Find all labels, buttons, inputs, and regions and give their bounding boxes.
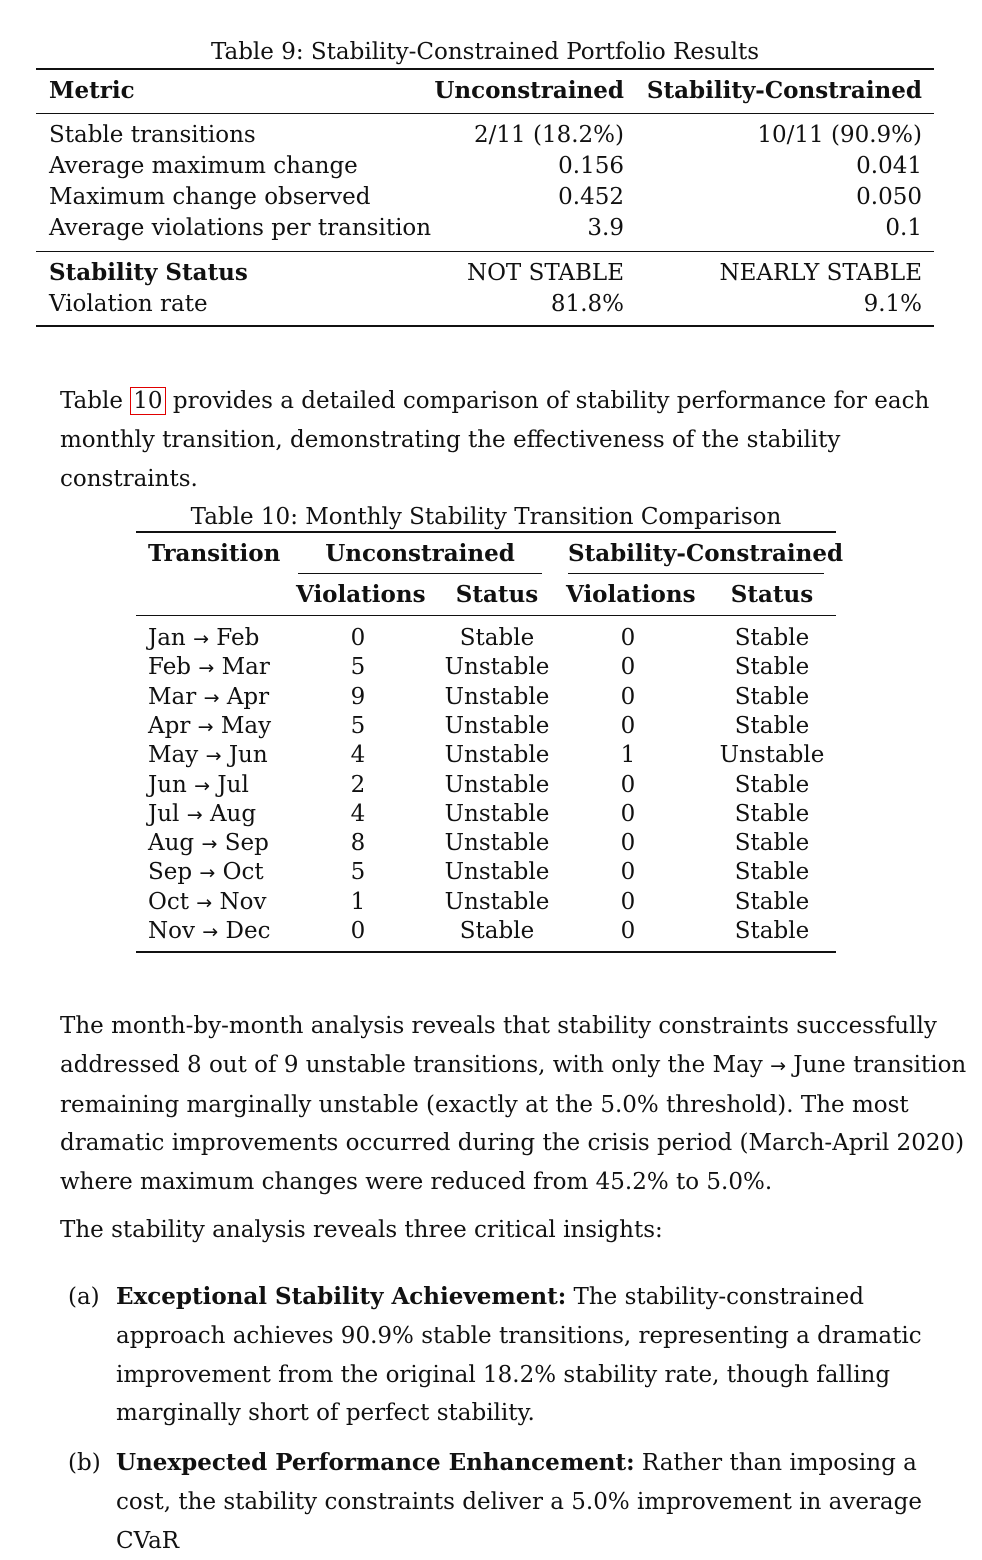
value: 0 (620, 918, 636, 944)
value: Stable (734, 772, 810, 798)
arrow-glyph: → (193, 628, 209, 650)
table-10-cell-constrained-status (710, 711, 834, 741)
table-10-cell-constrained-violations (566, 652, 690, 682)
insight-label: (b) (68, 1450, 101, 1476)
table-10-cell-transition (148, 887, 267, 918)
arrow-glyph: → (186, 804, 203, 826)
arrow-glyph: → (201, 833, 218, 855)
arrow-glyph: → (199, 862, 216, 884)
table-10-header-transition: Transition (148, 540, 281, 567)
table-10-cell-transition (148, 857, 264, 888)
table-9-cell-unconstrained: 0.452 (558, 184, 624, 210)
table-10-cell-unconstrained-status (436, 916, 558, 946)
table-10-cell-unconstrained-violations (296, 887, 420, 917)
value: 4 (350, 742, 366, 768)
table-10-cell-unconstrained-violations (296, 916, 420, 946)
transition-from: Jul (148, 801, 180, 827)
table-9-cell-constrained: NEARLY STABLE (719, 260, 922, 286)
transition-from: Nov (148, 918, 195, 944)
intro-text-start: Table (60, 388, 131, 414)
transition-from: May (148, 742, 199, 768)
value: Stable (734, 713, 810, 739)
value: 4 (350, 801, 366, 827)
value: Stable (734, 625, 810, 651)
transition-to: Feb (216, 625, 260, 651)
arrow-glyph: → (203, 687, 220, 709)
table-9-cell-constrained: 9.1% (863, 291, 922, 317)
transition-from: Jun (148, 772, 187, 798)
arrow-glyph: → (194, 775, 211, 797)
arrow-glyph: → (197, 716, 214, 738)
insight-item (68, 1444, 973, 1560)
value: 0 (620, 772, 636, 798)
transition-to: Mar (221, 654, 270, 680)
table-9-cell-metric: Violation rate (49, 291, 208, 317)
value: Stable (734, 801, 810, 827)
transition-from: Aug (148, 830, 195, 856)
table-10-cell-constrained-status (710, 740, 834, 770)
transition-from: Apr (148, 713, 191, 739)
value: 5 (350, 654, 366, 680)
value: 0 (620, 625, 636, 651)
value: Unstable (444, 801, 550, 827)
table-10-group-rule-constrained (568, 573, 824, 574)
value: Unstable (719, 742, 825, 768)
transition-to: Jun (228, 742, 268, 768)
table-9-cell-metric: Stable transitions (49, 122, 256, 148)
table-10-cell-constrained-status (710, 770, 834, 800)
table-10-cell-constrained-status (710, 916, 834, 946)
transition-to: Nov (219, 889, 267, 915)
insight-item (68, 1278, 973, 1433)
transition-to: Sep (224, 830, 269, 856)
insight-body (116, 1278, 973, 1433)
table-10-cell-constrained-status (710, 652, 834, 682)
intro-text-end: provides a detailed comparison of stability performance for each monthly transition, demonstrating the effectiveness of the stability constraints. (60, 388, 930, 492)
table-10-cell-unconstrained-status (436, 682, 558, 712)
value: 0 (620, 684, 636, 710)
table-9-cell-constrained: 0.1 (885, 215, 922, 241)
value: 0 (620, 889, 636, 915)
value: 2 (350, 772, 366, 798)
insight-label: (a) (68, 1284, 100, 1310)
table-10-cell-transition (148, 652, 270, 683)
table-10-cell-unconstrained-status (436, 623, 558, 653)
table-10-top-rule (136, 531, 836, 533)
value: 0 (350, 625, 366, 651)
transition-to: Jul (217, 772, 249, 798)
value: 5 (350, 859, 366, 885)
transition-to: Dec (225, 918, 271, 944)
table-10-subheader-violations: Violations (566, 581, 696, 608)
table-10-cell-unconstrained-violations (296, 623, 420, 653)
value: Unstable (444, 772, 550, 798)
insight-text: The stability-constrained approach achieves 90.9% stable transitions, representing a dramatic improvement from the original 18.2% stability rate, though falling marginally short of perfect stability. (116, 1284, 922, 1427)
value: 8 (350, 830, 366, 856)
table-10-cell-transition (148, 682, 269, 713)
value: Stable (734, 918, 810, 944)
arrow-glyph: → (198, 657, 215, 679)
insights-intro: The stability analysis reveals three critical insights: (60, 1217, 663, 1243)
table-10-cell-unconstrained-violations (296, 828, 420, 858)
table-10-cell-constrained-violations (566, 623, 690, 653)
table-9-cell-unconstrained: 0.156 (558, 153, 624, 179)
table-10-cell-constrained-violations (566, 828, 690, 858)
table-10-cell-unconstrained-status (436, 711, 558, 741)
transition-from: Jan (148, 625, 186, 651)
value: Stable (734, 830, 810, 856)
value: 0 (620, 830, 636, 856)
value: Stable (459, 918, 535, 944)
value: Stable (734, 889, 810, 915)
table-10-cell-unconstrained-violations (296, 770, 420, 800)
table-10-header-unconstrained: Unconstrained (325, 540, 515, 567)
table-10-cell-transition (148, 828, 269, 859)
table-10-cell-transition (148, 711, 271, 742)
transition-from: Sep (148, 859, 193, 885)
table-10-cell-constrained-violations (566, 857, 690, 887)
value: 1 (350, 889, 366, 915)
analysis-paragraph (60, 1007, 975, 1202)
value: 9 (350, 684, 366, 710)
table-9-cell-constrained: 0.041 (856, 153, 922, 179)
table-10-cell-constrained-violations (566, 799, 690, 829)
insight-title: Exceptional Stability Achievement: (116, 1283, 567, 1310)
table-9-header-metric: Metric (49, 77, 135, 104)
table-10-cell-unconstrained-status (436, 740, 558, 770)
value: Stable (734, 684, 810, 710)
table-9-header-unconstrained: Unconstrained (434, 77, 624, 104)
arrow-glyph: → (202, 921, 219, 943)
table-10-subheader-violations: Violations (296, 581, 426, 608)
value: Stable (734, 654, 810, 680)
value: 0 (620, 713, 636, 739)
value: 5 (350, 713, 366, 739)
transition-from: Feb (148, 654, 192, 680)
table-10-cell-unconstrained-violations (296, 682, 420, 712)
table-10-reference-link[interactable]: 10 (130, 387, 165, 415)
table-10-cell-constrained-violations (566, 682, 690, 712)
value: Unstable (444, 713, 550, 739)
value: 0 (620, 859, 636, 885)
table-9-cell-unconstrained: 3.9 (587, 215, 624, 241)
value: Unstable (444, 889, 550, 915)
value: Stable (459, 625, 535, 651)
table-10-subheader-status: Status (455, 581, 539, 608)
table-9-header-constrained: Stability-Constrained (646, 77, 922, 104)
table-10-cell-transition (148, 799, 256, 830)
table-9-cell-unconstrained: NOT STABLE (466, 260, 624, 286)
table-9-cell-unconstrained: 2/11 (18.2%) (474, 122, 624, 148)
table-10-cell-unconstrained-status (436, 857, 558, 887)
table-9-mid-rule (36, 251, 934, 252)
table-10-cell-unconstrained-violations (296, 857, 420, 887)
table-10-cell-constrained-status (710, 799, 834, 829)
analysis-text-end: June transition remaining marginally unstable (exactly at the 5.0% threshold). The most dramatic improvements occurred during the crisis period (March-April 2020) where maximum changes were reduced from 45.2% to 5.0%. (60, 1051, 967, 1196)
table-10-cell-unconstrained-violations (296, 652, 420, 682)
table-10-cell-transition (148, 770, 249, 801)
arrow-glyph: → (196, 892, 213, 914)
table-9-cell-metric: Average maximum change (49, 153, 358, 179)
table-10-header-constrained: Stability-Constrained (568, 540, 844, 567)
intro-paragraph (60, 382, 975, 498)
table-9-cell-constrained: 0.050 (856, 184, 922, 210)
arrow-glyph: → (205, 745, 222, 767)
table-9-cell-metric: Average violations per transition (49, 215, 432, 241)
value: Unstable (444, 684, 550, 710)
value: 0 (620, 801, 636, 827)
table-10-bottom-rule (136, 951, 836, 953)
table-10-cell-constrained-violations (566, 740, 690, 770)
table-10-subheader-status: Status (730, 581, 814, 608)
value: Unstable (444, 859, 550, 885)
table-10-cell-unconstrained-status (436, 828, 558, 858)
table-9-top-rule (36, 68, 934, 70)
value: Unstable (444, 742, 550, 768)
value: Stable (734, 859, 810, 885)
table-9-caption: Table 9: Stability-Constrained Portfolio Results (210, 39, 760, 65)
table-10-header-rule (136, 615, 836, 616)
table-10-cell-unconstrained-status (436, 799, 558, 829)
transition-from: Oct (148, 889, 189, 915)
table-10-cell-transition (148, 916, 270, 947)
table-10-cell-unconstrained-violations (296, 799, 420, 829)
insight-title: Unexpected Performance Enhancement: (116, 1449, 635, 1476)
transition-to: Apr (226, 684, 270, 710)
table-10-cell-transition (148, 623, 259, 654)
value: 1 (620, 742, 636, 768)
value: Unstable (444, 654, 550, 680)
table-10-cell-constrained-status (710, 682, 834, 712)
transition-to: Oct (222, 859, 264, 885)
table-10-cell-constrained-violations (566, 887, 690, 917)
table-9-bottom-rule (36, 325, 934, 327)
table-10-cell-constrained-status (710, 887, 834, 917)
insight-text: Rather than imposing a cost, the stability constraints deliver a 5.0% improvement in average CVaR (116, 1450, 922, 1554)
table-10-group-rule-unconstrained (298, 573, 542, 574)
table-10-cell-unconstrained-violations (296, 740, 420, 770)
table-9-cell-constrained: 10/11 (90.9%) (757, 122, 922, 148)
table-10-cell-transition (148, 740, 268, 771)
table-10-cell-constrained-violations (566, 916, 690, 946)
transition-to: Aug (209, 801, 257, 827)
insight-body (116, 1444, 973, 1560)
table-9-cell-metric: Stability Status (49, 259, 248, 286)
table-10-cell-unconstrained-status (436, 652, 558, 682)
value: 0 (350, 918, 366, 944)
analysis-text-start: The month-by-month analysis reveals that stability constraints successfully addressed 8 out of 9 unstable transitions, with only the May (60, 1013, 937, 1078)
table-9-header-rule (36, 113, 934, 114)
table-10-cell-unconstrained-status (436, 887, 558, 917)
table-9-cell-unconstrained: 81.8% (550, 291, 624, 317)
transition-from: Mar (148, 684, 197, 710)
transition-to: May (220, 713, 272, 739)
value: Unstable (444, 830, 550, 856)
table-10-caption: Table 10: Monthly Stability Transition Comparison (190, 504, 782, 530)
value: 0 (620, 654, 636, 680)
table-10-cell-constrained-violations (566, 770, 690, 800)
table-10-cell-constrained-status (710, 828, 834, 858)
table-9-cell-metric: Maximum change observed (49, 184, 371, 210)
table-10-cell-unconstrained-violations (296, 711, 420, 741)
arrow-glyph: → (770, 1054, 786, 1077)
table-10-cell-constrained-violations (566, 711, 690, 741)
table-10-cell-unconstrained-status (436, 770, 558, 800)
table-10-cell-constrained-status (710, 857, 834, 887)
table-10-cell-constrained-status (710, 623, 834, 653)
